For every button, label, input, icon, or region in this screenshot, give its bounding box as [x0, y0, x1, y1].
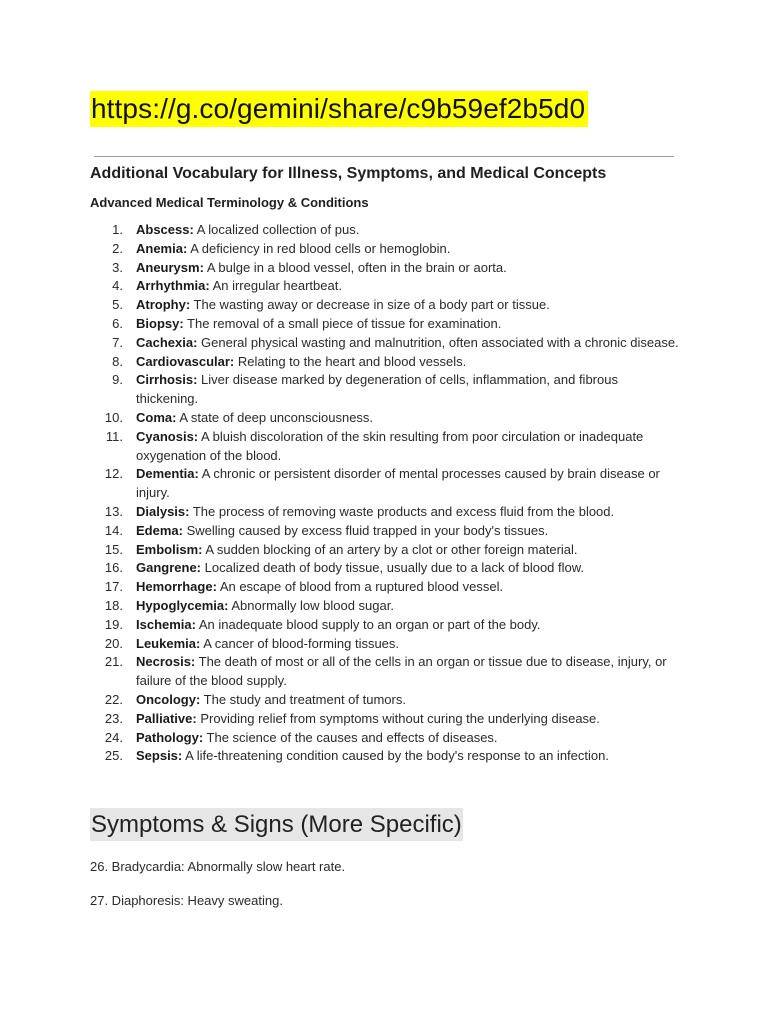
list-item: 26. Bradycardia: Abnormally slow heart rate.: [90, 859, 346, 874]
list-item: [90, 503, 680, 522]
list-item-term: Necrosis:: [136, 654, 196, 670]
list-item-number: 17.: [104, 579, 123, 595]
list-item-definition: An escape of blood from a ruptured blood vessel.: [216, 579, 504, 595]
share-link-container: [90, 91, 588, 127]
list-item: [90, 616, 680, 635]
list-item-term: Arrhythmia:: [136, 278, 210, 294]
list-item: [90, 409, 680, 428]
list-item-definition: An irregular heartbeat.: [209, 278, 342, 294]
list-item: [90, 371, 680, 409]
list-item-definition: The removal of a small piece of tissue for examination.: [183, 315, 502, 331]
list-item-definition: Localized death of body tissue, usually due to a lack of blood flow.: [201, 560, 585, 576]
list-item: [90, 315, 680, 334]
list-item-definition: A chronic or persistent disorder of mental processes caused by brain disease or injury.: [136, 466, 660, 501]
symptoms-section-heading: Symptoms & Signs (More Specific): [90, 808, 463, 841]
list-item-number: 2.: [112, 240, 123, 256]
list-item-number: 11.: [105, 428, 123, 444]
list-item-number: 9.: [112, 372, 123, 388]
horizontal-divider: [94, 156, 674, 157]
list-item: [90, 334, 680, 353]
list-item-number: 7.: [112, 334, 123, 350]
list-item: [90, 597, 680, 616]
list-item-term: Dementia:: [136, 466, 199, 482]
section-title: Additional Vocabulary for Illness, Symptoms, and Medical Concepts: [90, 165, 607, 182]
list-item-term: Anemia:: [136, 240, 188, 256]
list-item-term: Pathology:: [136, 729, 204, 745]
list-item-number: 3.: [112, 259, 123, 275]
subsection-title: Advanced Medical Terminology & Conditions: [90, 195, 369, 210]
list-item-definition: General physical wasting and malnutrition, often associated with a chronic disease.: [197, 334, 679, 350]
list-item: [90, 296, 680, 315]
list-item-definition: A state of deep unconsciousness.: [176, 409, 374, 425]
share-link[interactable]: https://g.co/gemini/share/c9b59ef2b5d0: [90, 91, 588, 127]
list-item-number: 18.: [104, 597, 123, 613]
list-item-term: Oncology:: [136, 691, 201, 707]
list-item-number: 13.: [104, 503, 123, 519]
list-item-definition: A life-threatening condition caused by the body's response to an infection.: [182, 748, 609, 764]
list-item-definition: A localized collection of pus.: [193, 222, 360, 237]
list-item: [90, 635, 680, 654]
list-item: [90, 691, 680, 710]
list-item-definition: Abnormally low blood sugar.: [228, 597, 394, 613]
list-item: [90, 240, 680, 259]
list-item-term: Palliative:: [136, 710, 197, 726]
list-item: [90, 747, 680, 766]
list-item-definition: The study and treatment of tumors.: [200, 691, 406, 707]
list-item: [90, 578, 680, 597]
list-item-number: 8.: [112, 353, 123, 369]
list-item-definition: The process of removing waste products and excess fluid from the blood.: [189, 503, 615, 519]
list-item-term: Ischemia:: [136, 616, 196, 632]
list-item-term: Leukemia:: [136, 635, 201, 651]
list-item-definition: A bulge in a blood vessel, often in the brain or aorta.: [203, 259, 507, 275]
list-item-term: Cachexia:: [136, 334, 198, 350]
list-item: [90, 465, 680, 503]
list-item-number: 12.: [104, 466, 123, 482]
list-item-term: Gangrene:: [136, 560, 202, 576]
list-item: [90, 653, 680, 691]
list-item: [90, 277, 680, 296]
list-item-term: Biopsy:: [136, 315, 184, 331]
list-item-number: 19.: [104, 616, 123, 632]
list-item-term: Sepsis:: [136, 748, 183, 764]
list-item-term: Cyanosis:: [136, 428, 199, 444]
list-item-term: Hemorrhage:: [136, 579, 217, 595]
list-item-number: 16.: [104, 560, 123, 576]
list-item-definition: Swelling caused by excess fluid trapped in your body's tissues.: [182, 522, 549, 538]
terminology-list: [90, 221, 680, 766]
list-item: [90, 541, 680, 560]
list-item-number: 5.: [112, 297, 123, 313]
list-item-number: 4.: [112, 278, 123, 294]
list-item: [90, 259, 680, 278]
list-item-definition: Providing relief from symptoms without curing the underlying disease.: [196, 710, 600, 726]
list-item-number: 21.: [104, 654, 123, 670]
list-item: [90, 428, 680, 466]
list-item-term: Cirrhosis:: [136, 372, 198, 388]
list-item-number: 22.: [104, 691, 123, 707]
list-item-definition: The science of the causes and effects of diseases.: [203, 729, 498, 745]
list-item-number: 6.: [112, 315, 123, 331]
list-item-number: 1.: [112, 222, 123, 237]
list-item-number: 25.: [104, 748, 123, 764]
list-item: [90, 710, 680, 729]
list-item-term: Edema:: [136, 522, 183, 538]
list-item-definition: The death of most or all of the cells in an organ or tissue due to disease, injury, or failure of the blood supply.: [136, 654, 667, 689]
list-item: [90, 729, 680, 748]
list-item-term: Aneurysm:: [136, 259, 204, 275]
list-item-number: 10.: [104, 409, 123, 425]
list-item: [90, 353, 680, 372]
list-item-term: Embolism:: [136, 541, 203, 557]
list-item-number: 23.: [104, 710, 123, 726]
list-item-definition: A bluish discoloration of the skin resulting from poor circulation or inadequate oxygenation of the blood.: [136, 428, 644, 463]
list-item-number: 15.: [104, 541, 123, 557]
list-item-term: Abscess:: [136, 222, 194, 237]
list-item-definition: Liver disease marked by degeneration of cells, inflammation, and fibrous thickening.: [136, 372, 618, 407]
list-item-term: Dialysis:: [136, 503, 190, 519]
list-item-definition: A sudden blocking of an artery by a clot or other foreign material.: [202, 541, 578, 557]
list-item-term: Cardiovascular:: [136, 353, 235, 369]
list-item-number: 14.: [104, 522, 123, 538]
list-item-number: 24.: [104, 729, 123, 745]
list-item-number: 20.: [104, 635, 123, 651]
list-item-definition: Relating to the heart and blood vessels.: [234, 353, 467, 369]
list-item-definition: The wasting away or decrease in size of a body part or tissue.: [190, 297, 550, 313]
list-item: [90, 559, 680, 578]
list-item-definition: An inadequate blood supply to an organ or part of the body.: [195, 616, 541, 632]
list-item-term: Atrophy:: [136, 297, 191, 313]
list-item-definition: A cancer of blood-forming tissues.: [200, 635, 400, 651]
list-item-term: Coma:: [136, 409, 177, 425]
list-item: 27. Diaphoresis: Heavy sweating.: [90, 893, 283, 908]
list-item: [90, 522, 680, 541]
list-item-term: Hypoglycemia:: [136, 597, 229, 613]
list-item: [90, 221, 680, 240]
list-item-definition: A deficiency in red blood cells or hemoglobin.: [187, 240, 451, 256]
